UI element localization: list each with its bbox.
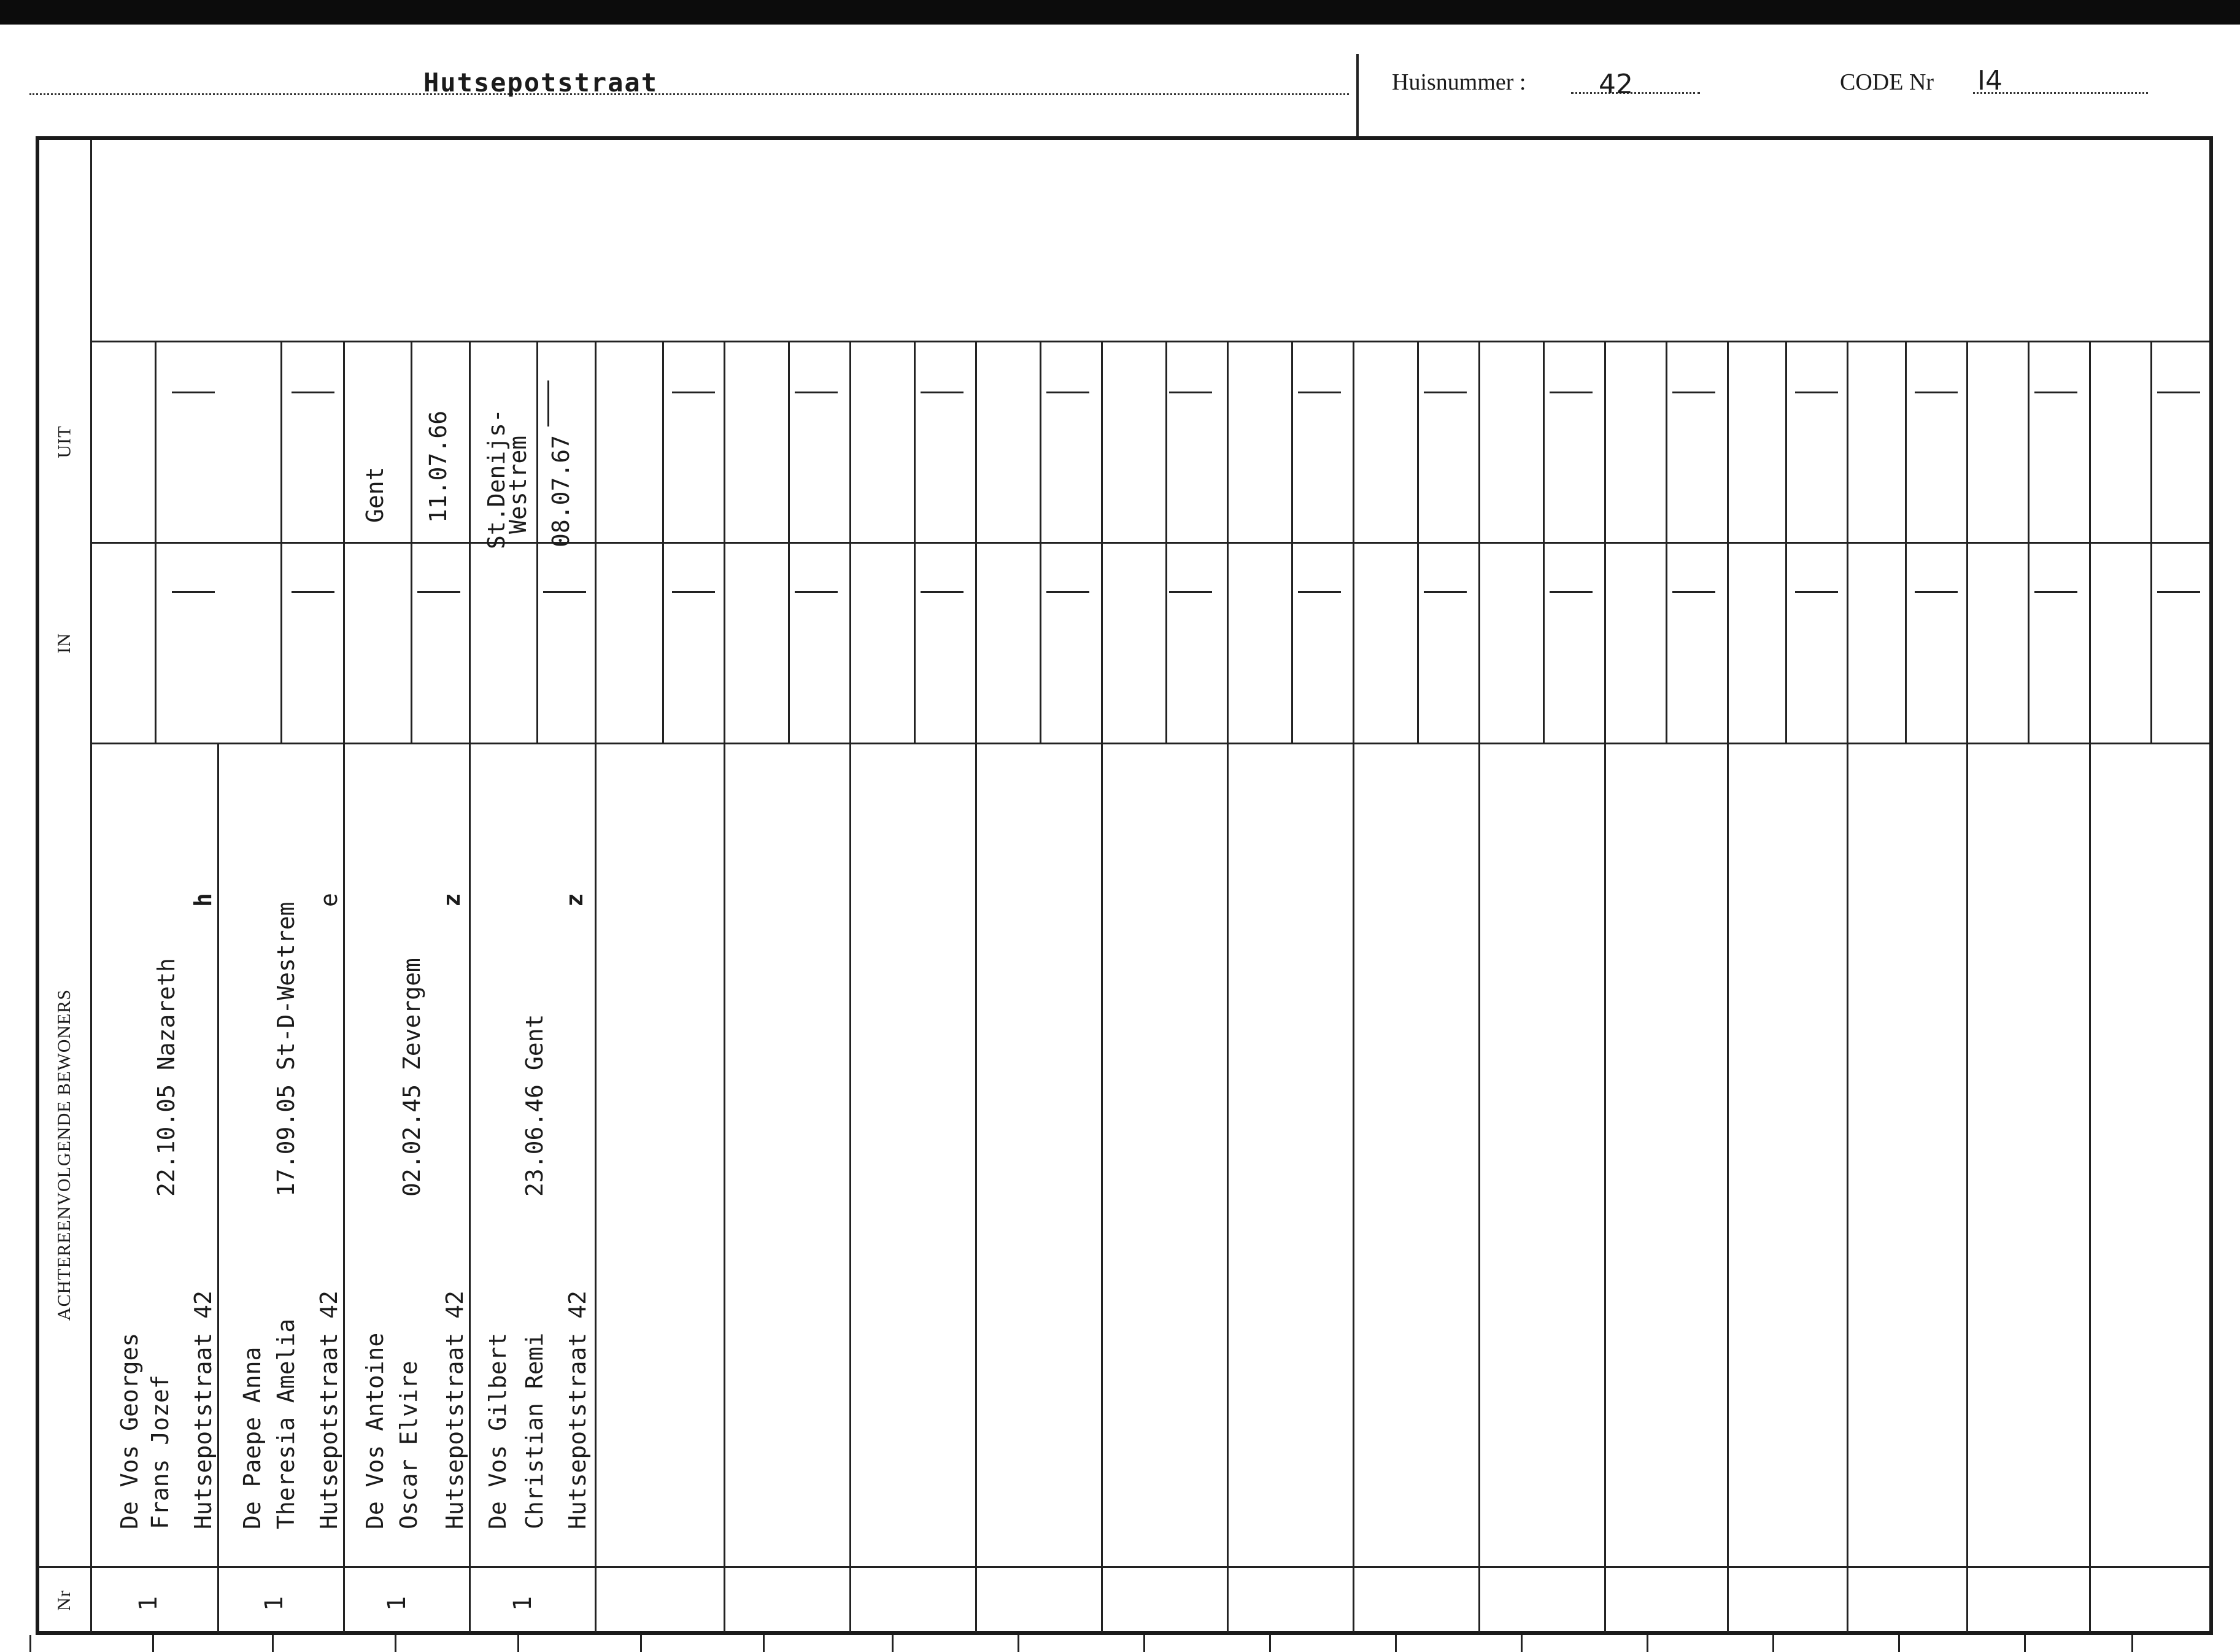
subcolumn-line <box>1785 342 1787 743</box>
in-dash <box>2034 591 2077 593</box>
bottom-tick <box>1772 1635 1774 1652</box>
column-line <box>1227 342 1229 1632</box>
in-dash <box>1424 591 1467 593</box>
uit-dash <box>1169 392 1212 393</box>
subcolumn-line <box>662 342 664 743</box>
bottom-tick <box>29 1635 31 1652</box>
bottom-tick <box>272 1635 274 1652</box>
bottom-tick <box>1898 1635 1900 1652</box>
header-separator <box>1356 54 1359 139</box>
uit-dash <box>795 392 838 393</box>
bottom-tick <box>1269 1635 1271 1652</box>
bottom-tick <box>1143 1635 1145 1652</box>
bottom-tick <box>395 1635 396 1652</box>
subcolumn-line <box>280 342 282 743</box>
bottom-tick <box>517 1635 519 1652</box>
column-line <box>595 342 597 1632</box>
house-number-label: Huisnummer : <box>1392 69 1526 95</box>
bottom-tick <box>152 1635 154 1652</box>
row-line-in-top <box>92 542 2209 544</box>
in-dash <box>1795 591 1838 593</box>
street-dotted-line <box>29 93 1349 95</box>
column-line <box>217 744 219 1632</box>
in-dash <box>172 591 215 593</box>
in-dash <box>921 591 964 593</box>
column-line <box>343 342 345 1632</box>
code-label: CODE Nr <box>1840 69 1934 95</box>
column-line <box>849 342 851 1632</box>
column-line <box>469 342 471 1632</box>
column-line <box>1966 342 1968 1632</box>
bottom-tick <box>1018 1635 1019 1652</box>
row-label-nr: Nr <box>54 1589 74 1611</box>
subcolumn-line <box>914 342 916 743</box>
in-dash <box>1298 591 1341 593</box>
bottom-tick <box>1395 1635 1397 1652</box>
subcolumn-line <box>155 342 156 743</box>
uit-dash <box>1915 392 1958 393</box>
street-name: Hutsepotstraat <box>423 68 658 98</box>
column-line <box>1478 342 1480 1632</box>
subcolumn-line <box>1291 342 1293 743</box>
subcolumn-line <box>1417 342 1419 743</box>
bottom-tick <box>1521 1635 1523 1652</box>
uit-dash <box>292 392 334 393</box>
subcolumn-line <box>1666 342 1667 743</box>
row-line-uit-top <box>92 341 2209 342</box>
column-line <box>724 342 725 1632</box>
uit-dash <box>1672 392 1715 393</box>
uit-dash <box>1424 392 1467 393</box>
subcolumn-line <box>536 342 538 743</box>
subcolumn-line <box>411 342 412 743</box>
uit-dash <box>2034 392 2077 393</box>
row-label-residents: ACHTEREENVOLGENDE BEWONERS <box>54 989 74 1321</box>
uit-dash <box>1298 392 1341 393</box>
subcolumn-line <box>2150 342 2152 743</box>
uit-dash <box>1046 392 1089 393</box>
bottom-tick <box>763 1635 765 1652</box>
bottom-tick <box>2024 1635 2026 1652</box>
uit-dash <box>921 392 964 393</box>
bottom-tick <box>2131 1635 2133 1652</box>
code-value: I4 <box>1977 65 2002 96</box>
in-dash <box>672 591 715 593</box>
column-line <box>1353 342 1354 1632</box>
in-dash <box>1915 591 1958 593</box>
subcolumn-line <box>1165 342 1167 743</box>
uit-dash <box>1550 392 1593 393</box>
scan-top-border <box>0 0 2240 25</box>
column-line <box>1101 342 1103 1632</box>
uit-dash <box>172 392 215 393</box>
column-line <box>1727 342 1729 1632</box>
in-dash <box>1550 591 1593 593</box>
in-dash <box>2157 591 2200 593</box>
column-line <box>1847 342 1848 1632</box>
column-line <box>1604 342 1606 1632</box>
row-label-uit: UIT <box>53 425 74 458</box>
house-number-value: 42 <box>1599 69 1633 100</box>
uit-dash <box>1795 392 1838 393</box>
subcolumn-line <box>1905 342 1907 743</box>
subcolumn-line <box>1543 342 1545 743</box>
column-line <box>975 342 977 1632</box>
in-dash <box>1169 591 1212 593</box>
in-dash <box>795 591 838 593</box>
in-dash <box>1046 591 1089 593</box>
subcolumn-line <box>2028 342 2030 743</box>
row-line-nr-top <box>38 1566 2211 1568</box>
bottom-tick <box>892 1635 894 1652</box>
uit-dash-vertical <box>547 380 549 427</box>
house-number-dotted-line <box>1571 92 1700 94</box>
in-dash <box>417 591 460 593</box>
bottom-tick <box>1647 1635 1648 1652</box>
bottom-tick <box>640 1635 642 1652</box>
row-label-in: IN <box>54 633 74 654</box>
subcolumn-line <box>1040 342 1041 743</box>
label-column-line <box>90 140 92 1632</box>
in-dash <box>292 591 334 593</box>
uit-dash <box>672 392 715 393</box>
row-line-residents-top <box>92 743 2209 744</box>
in-dash <box>543 591 586 593</box>
subcolumn-line <box>788 342 790 743</box>
uit-dash <box>2157 392 2200 393</box>
column-line <box>2089 342 2091 1632</box>
in-dash <box>1672 591 1715 593</box>
